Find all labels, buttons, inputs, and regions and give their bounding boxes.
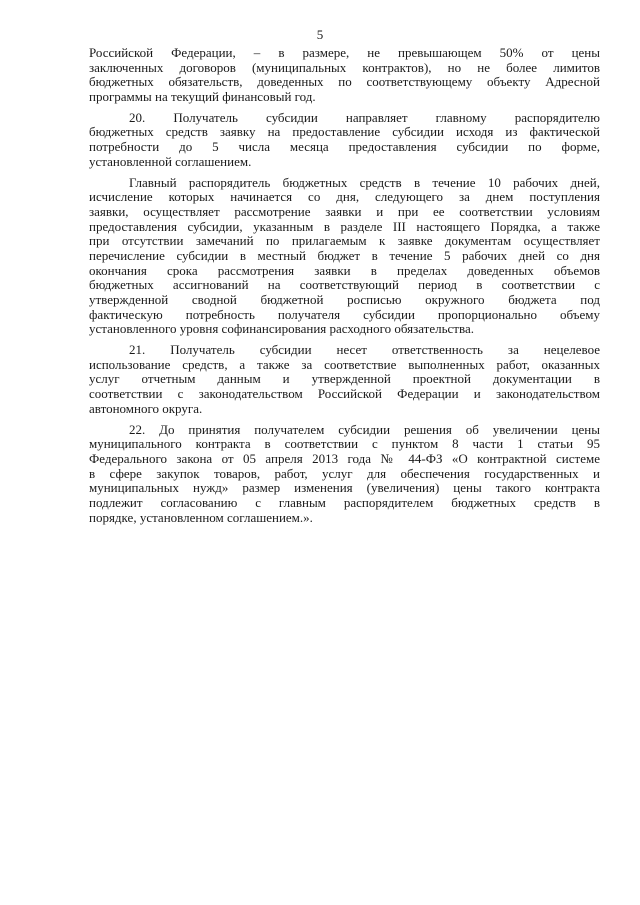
text-line: Главный распорядитель бюджетных средств в течение 10 рабочих дней, (129, 174, 600, 190)
text-line: автономного округа. (89, 400, 203, 416)
text-line: предоставления субсидии, указанным в разделе III настоящего Порядка, а также (89, 218, 600, 234)
text-line: утвержденной сводной бюджетной росписью окружного бюджета под (89, 292, 600, 307)
page-number: 5 (316, 27, 324, 42)
text-line: подлежит согласованию с главным распорядителем бюджетных средств в (89, 494, 600, 510)
text-line: использование средств, а также за соответствие выполненных работ, оказанных (89, 356, 600, 372)
text-line: Федерального закона от 05 апреля 2013 года № 44-ФЗ «О контрактной системе (89, 450, 600, 466)
text-line: бюджетных обязательств, доведенных по соответствующему объекту Адресной (89, 74, 600, 90)
text-line: 20. Получатель субсидии направляет главному распорядителю (129, 109, 600, 125)
text-line: программы на текущий финансовый год. (89, 89, 316, 105)
text-line: бюджетных средств заявку на предоставление субсидии исходя из фактической (89, 124, 600, 140)
paragraph-continuation (89, 46, 600, 105)
text-line: 22. До принятия получателем субсидии решения об увеличении цены (129, 421, 600, 437)
text-line: заявки, осуществляет рассмотрение заявки и при ее соответствии условиям (89, 203, 600, 219)
text-line: при отсутствии замечаний по прилагаемым к заявке документам осуществляет (89, 233, 600, 249)
text-line: установленного уровня софинансирования расходного обязательства. (89, 321, 474, 337)
text-line: услуг отчетным данным и утвержденной проектной документации в (89, 371, 600, 387)
paragraph-22 (89, 423, 600, 526)
text-line: бюджетных ассигнований на соответствующий период в соответствии с (89, 277, 600, 293)
text-line: муниципальных нужд» размер изменения (увеличения) цены такого контракта (89, 480, 600, 496)
paragraph-20 (89, 111, 600, 170)
text-line: потребности до 5 числа месяца предоставления субсидии по форме, (89, 139, 600, 155)
paragraph-approval (89, 176, 600, 338)
paragraph-21 (89, 343, 600, 416)
text-line: перечисление субсидии в местный бюджет в течение 5 рабочих дней со дня (89, 247, 600, 263)
text-line: 21. Получатель субсидии несет ответственность за нецелевое (129, 342, 600, 358)
text-line: окончания срока рассмотрения заявки в пределах доведенных объемов (89, 262, 600, 278)
text-line: порядке, установленном соглашением.». (89, 509, 313, 525)
text-line: фактическую потребность получателя субсидии пропорционально объему (89, 306, 600, 322)
text-line: в сфере закупок товаров, работ, услуг для обеспечения государственных и (89, 465, 600, 481)
text-line: муниципального контракта в соответствии с пунктом 8 части 1 статьи 95 (89, 436, 600, 452)
text-line: установленной соглашением. (89, 153, 252, 169)
text-line: исчисление которых начинается со дня, следующего за днем поступления (89, 189, 600, 205)
text-line: заключенных договоров (муниципальных контрактов), но не более лимитов (89, 59, 600, 75)
text-line: Российской Федерации, – в размере, не превышающем 50% от цены (89, 45, 600, 60)
document-body (89, 46, 600, 531)
text-line: соответствии с законодательством Российской Федерации и законодательством (89, 386, 600, 402)
